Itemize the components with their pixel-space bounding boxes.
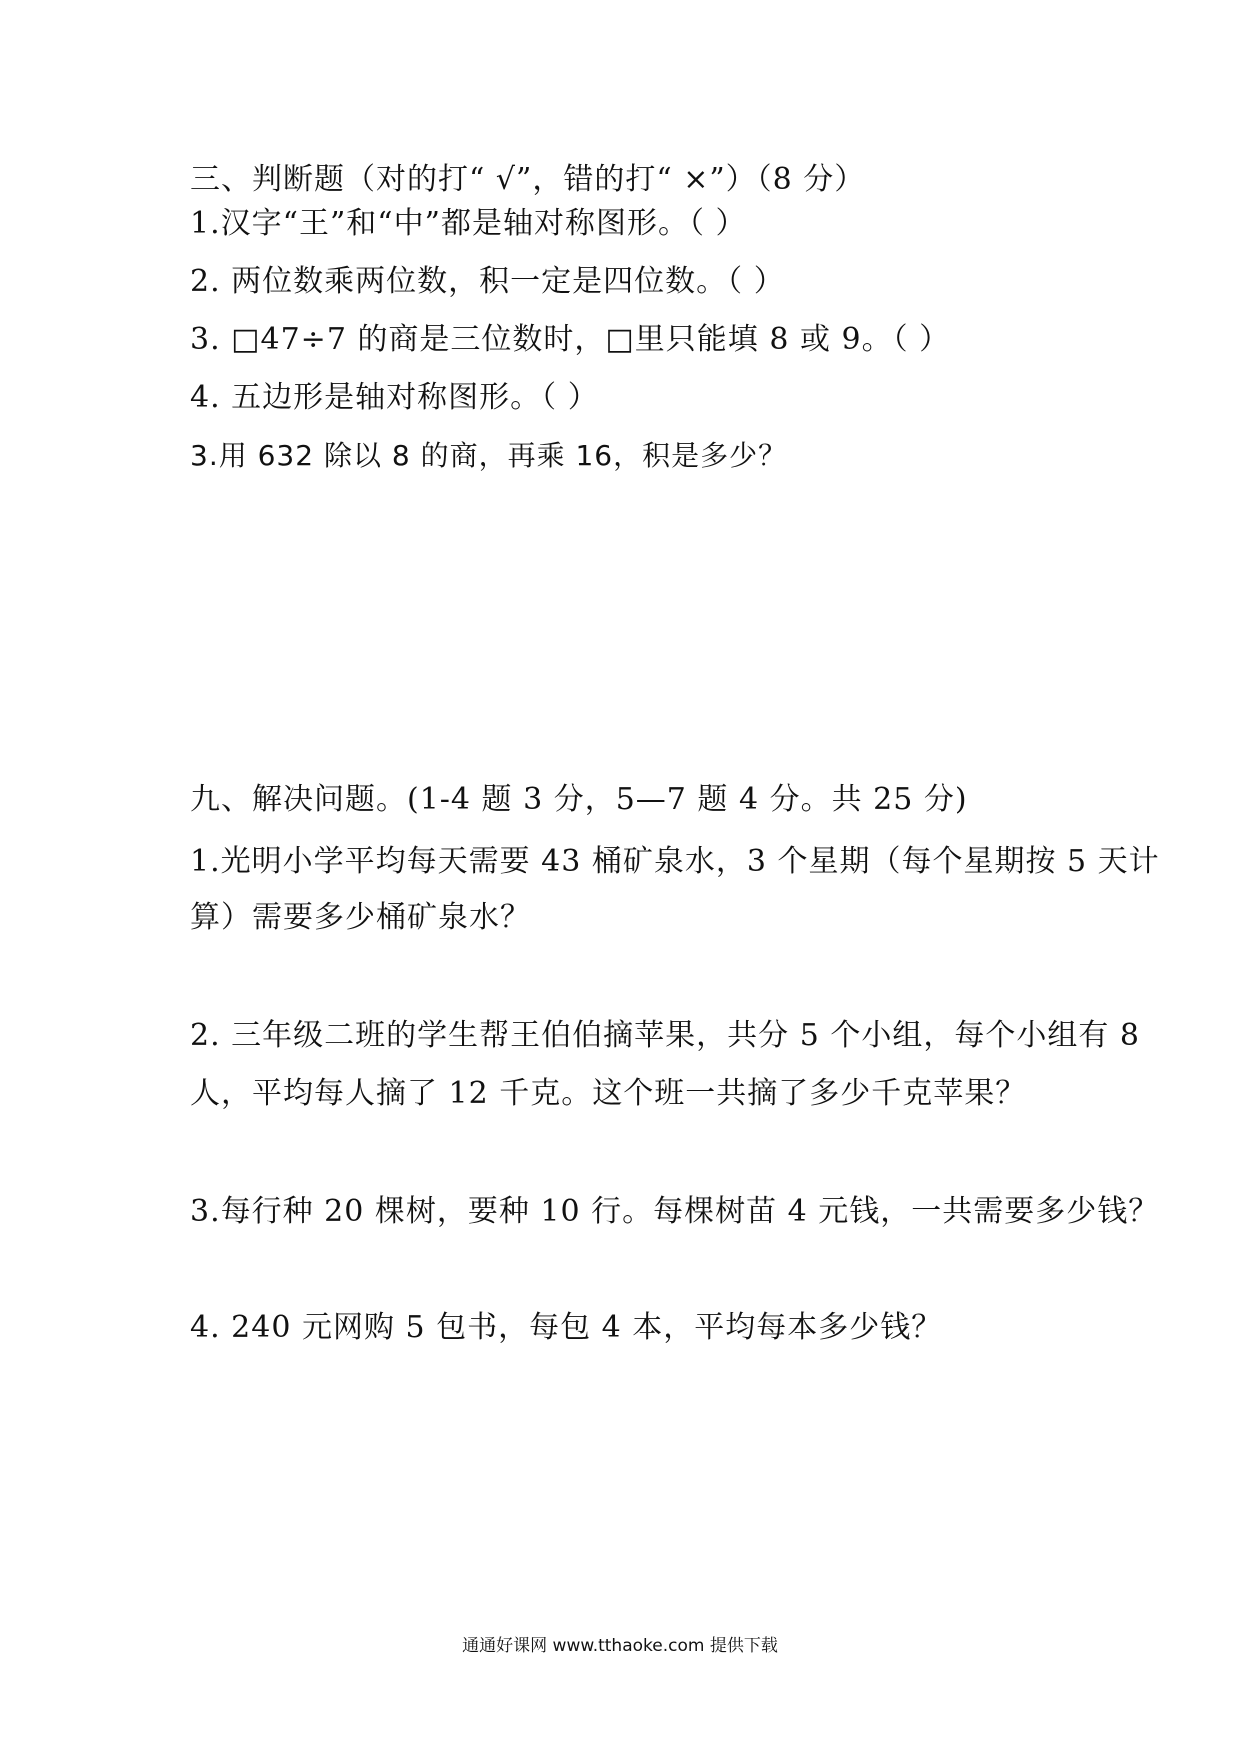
problem-2-line-1: 2. 三年级二班的学生帮王伯伯摘苹果，共分 5 个小组，每个小组有 8	[190, 1018, 1140, 1053]
footer-source: 通通好课网 www.tthaoke.com 提供下载	[462, 1636, 778, 1656]
judge-question-4: 4. 五边形是轴对称图形。（ ）	[190, 380, 599, 415]
calc-question: 3.用 632 除以 8 的商，再乘 16，积是多少？	[190, 439, 788, 472]
problem-1-line-2: 算）需要多少桶矿泉水？	[190, 900, 531, 935]
problem-4: 4. 240 元网购 5 包书，每包 4 本，平均每本多少钱？	[190, 1310, 943, 1345]
judge-question-2: 2. 两位数乘两位数，积一定是四位数。（ ）	[190, 264, 785, 299]
section-9-title: 九、解决问题。(1-4 题 3 分，5—7 题 4 分。共 25 分)	[190, 782, 968, 817]
problem-2-line-2: 人，平均每人摘了 12 千克。这个班一共摘了多少千克苹果？	[190, 1076, 1027, 1111]
problem-1-line-1: 1.光明小学平均每天需要 43 桶矿泉水，3 个星期（每个星期按 5 天计	[190, 844, 1160, 879]
judge-question-3: 3. □47÷7 的商是三位数时，□里只能填 8 或 9。（ ）	[190, 322, 951, 357]
problem-3: 3.每行种 20 棵树，要种 10 行。每棵树苗 4 元钱，一共需要多少钱？	[190, 1194, 1160, 1229]
judge-question-1: 1.汉字“王”和“中”都是轴对称图形。（ ）	[190, 206, 747, 241]
section-3-title: 三、判断题（对的打“ √”，错的打“ ×”）（8 分）	[190, 162, 866, 197]
